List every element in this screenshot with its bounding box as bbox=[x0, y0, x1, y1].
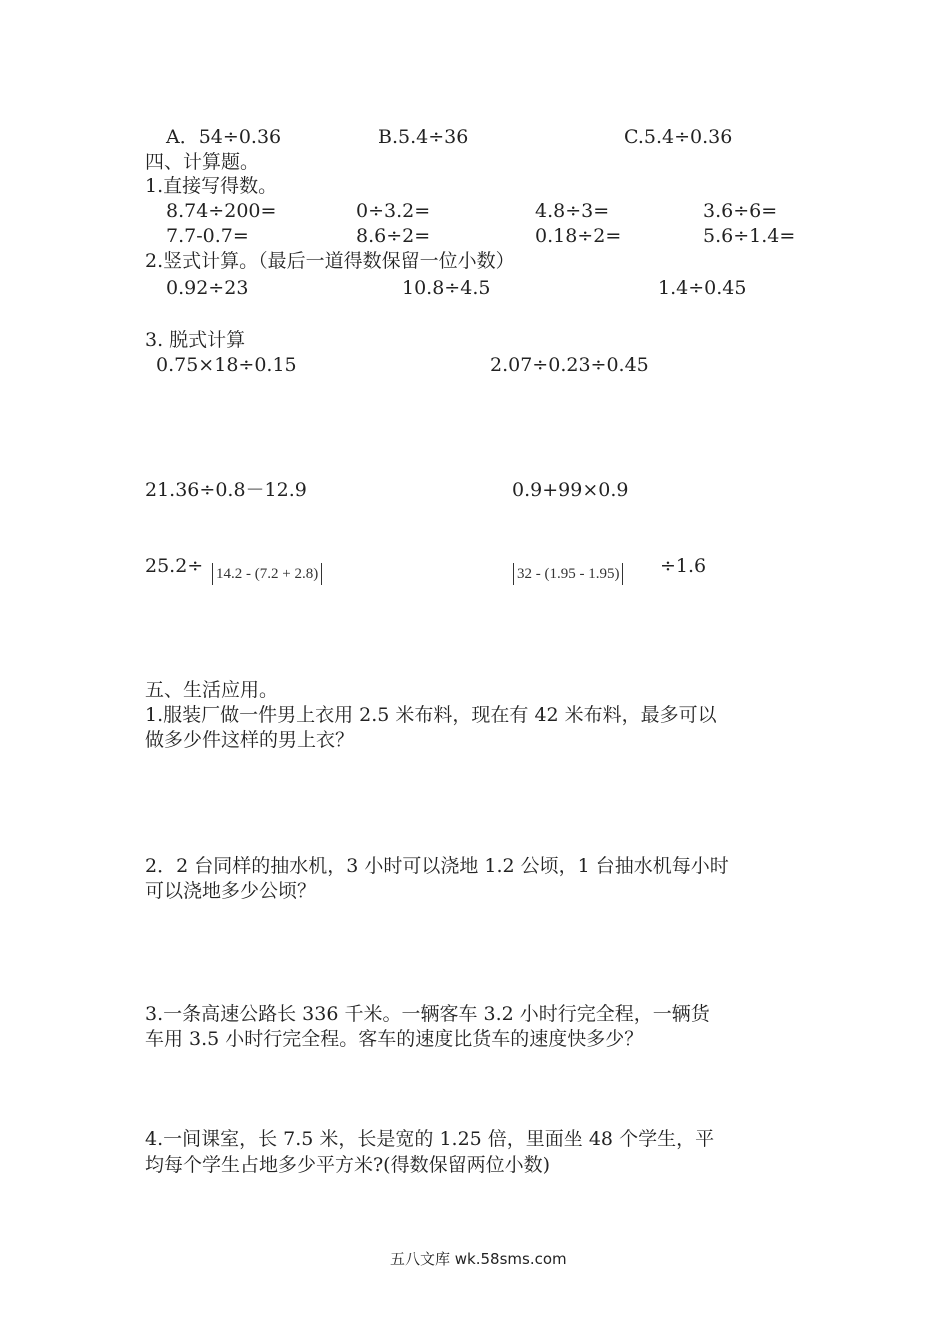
choice-a: A．54÷0.36 bbox=[166, 126, 282, 148]
q3-item: 21.36÷0.8－12.9 bbox=[145, 479, 307, 501]
q2-item: 1.4÷0.45 bbox=[658, 277, 747, 299]
q3-item: 0.9+99×0.9 bbox=[512, 479, 629, 501]
bracket-expression: 14.2 - (7.2 + 2.8) bbox=[212, 563, 322, 585]
q1-item: 4.8÷3= bbox=[535, 200, 610, 222]
word-problem-3-line-1: 3.一条高速公路长 336 千米。一辆客车 3.2 小时行完全程，一辆货 bbox=[145, 1003, 710, 1025]
q3-item: 0.75×18÷0.15 bbox=[156, 354, 297, 376]
footer-watermark: 五八文库 wk.58sms.com bbox=[390, 1250, 567, 1268]
word-problem-2-line-2: 可以浇地多少公顷？ bbox=[145, 880, 317, 902]
word-problem-1-line-1: 1.服装厂做一件男上衣用 2.5 米布料，现在有 42 米布料，最多可以 bbox=[145, 704, 717, 726]
q1-item: 0÷3.2= bbox=[356, 200, 431, 222]
q1-item: 8.6÷2= bbox=[356, 225, 431, 247]
q3-item-5-bracket-expression bbox=[212, 563, 322, 585]
section-5-title: 五、生活应用。 bbox=[145, 679, 279, 701]
q2-item: 10.8÷4.5 bbox=[402, 277, 491, 299]
bracket-expression: 32 - (1.95 - 1.95) bbox=[513, 563, 623, 585]
q1-item: 0.18÷2= bbox=[535, 225, 622, 247]
q3-item-5-prefix: 25.2÷ bbox=[145, 555, 204, 577]
q1-item: 8.74÷200= bbox=[166, 200, 277, 222]
word-problem-4-line-1: 4.一间课室，长 7.5 米，长是宽的 1.25 倍，里面坐 48 个学生，平 bbox=[145, 1128, 715, 1150]
q3-item: 2.07÷0.23÷0.45 bbox=[490, 354, 649, 376]
word-problem-3-line-2: 车用 3.5 小时行完全程。客车的速度比货车的速度快多少？ bbox=[145, 1028, 644, 1050]
q1-item: 7.7-0.7= bbox=[166, 225, 249, 247]
q3-item-6-bracket-expression bbox=[513, 563, 623, 585]
q1-title: 1.直接写得数。 bbox=[145, 175, 278, 197]
q3-title: 3. 脱式计算 bbox=[145, 329, 246, 351]
word-problem-1-line-2: 做多少件这样的男上衣？ bbox=[145, 729, 355, 751]
choice-c: C.5.4÷0.36 bbox=[624, 126, 733, 148]
word-problem-2-line-1: 2．2 台同样的抽水机，3 小时可以浇地 1.2 公顷，1 台抽水机每小时 bbox=[145, 855, 729, 877]
choice-b: B.5.4÷36 bbox=[378, 126, 469, 148]
word-problem-4-line-2: 均每个学生占地多少平方米?(得数保留两位小数) bbox=[145, 1154, 551, 1176]
q2-item: 0.92÷23 bbox=[166, 277, 249, 299]
section-4-title: 四、计算题。 bbox=[145, 151, 260, 173]
q1-item: 5.6÷1.4= bbox=[703, 225, 796, 247]
q2-title: 2.竖式计算。（最后一道得数保留一位小数） bbox=[145, 250, 515, 272]
q1-item: 3.6÷6= bbox=[703, 200, 778, 222]
q3-item-6-suffix: ÷1.6 bbox=[660, 555, 707, 577]
